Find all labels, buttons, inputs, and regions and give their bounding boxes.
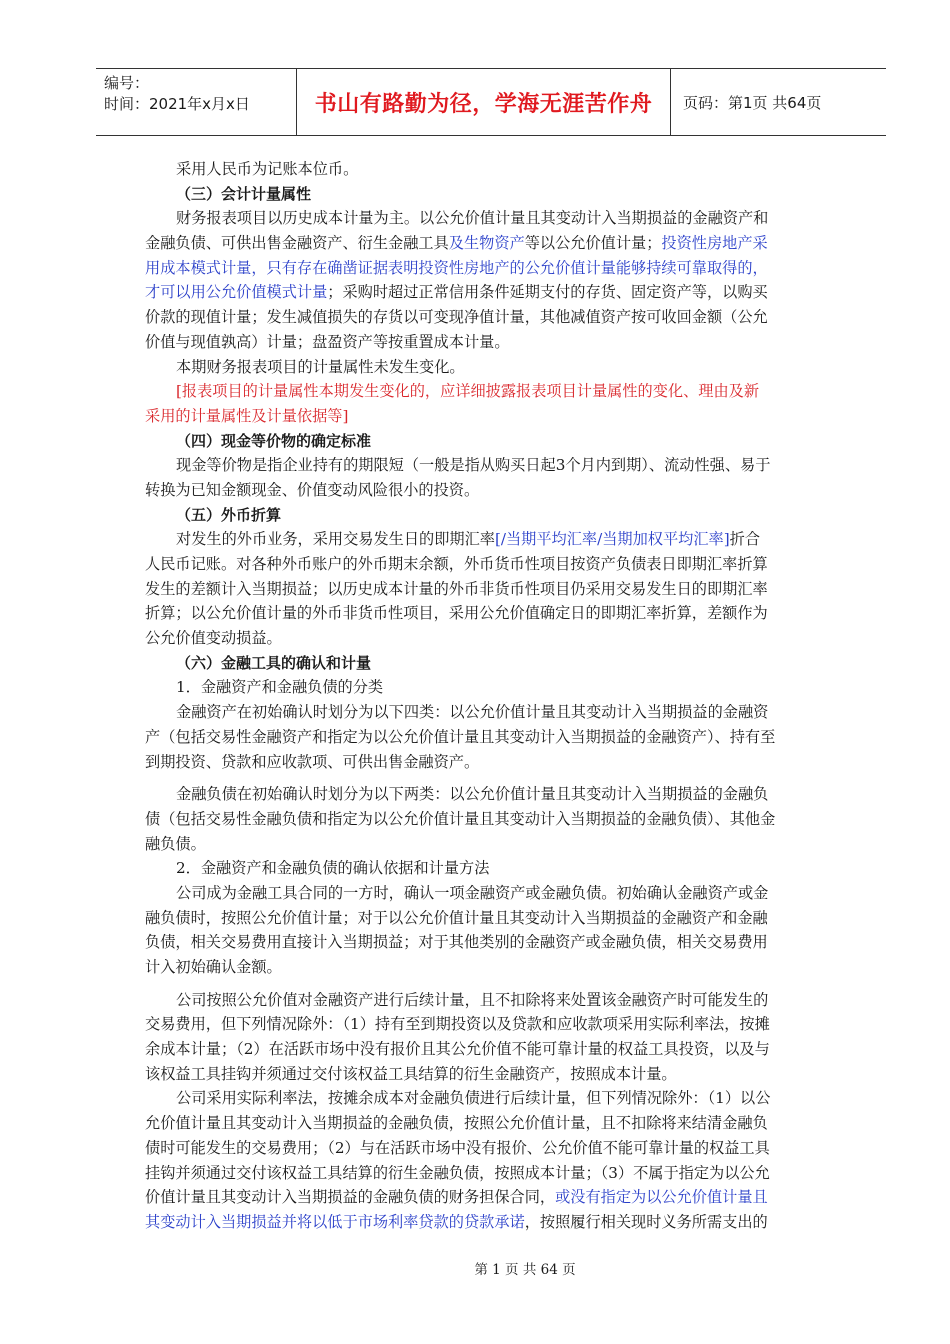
section-heading: （四）现金等价物的确定标准 bbox=[176, 431, 372, 450]
paragraph-line: 公司采用实际利率法，按摊余成本对金融负债进行后续计量，但下列情况除外：（1）以公 bbox=[176, 1089, 771, 1108]
paragraph-line bbox=[145, 1210, 842, 1235]
text-span: ，按照履行相关现时义务所需支出的 bbox=[524, 1212, 768, 1231]
highlight-text: 及生物资产 bbox=[448, 234, 525, 253]
paragraph-line: 融负债。 bbox=[145, 834, 206, 853]
highlight-line: 用成本模式计量，只有存在确凿证据表明投资性房地产的公允价值计量能够持续可靠取得的， bbox=[145, 258, 768, 277]
text-span: 等以公允价值计量； bbox=[524, 234, 662, 253]
header-motto: 书山有路勤为径，学海无涯苦作舟 bbox=[297, 69, 671, 135]
paragraph-line: 价款的现值计量；发生减值损失的存货以可变现净值计量，其他减值资产按可收回金额（公允 bbox=[145, 308, 768, 327]
paragraph-line: 转换为已知金额现金、价值变动风险很小的投资。 bbox=[145, 480, 480, 499]
document-body bbox=[145, 157, 842, 1235]
paragraph-line: 人民币记账。对各种外币账户的外币期末余额，外币货币性项目按资产负债表日即期汇率折算 bbox=[145, 555, 768, 573]
text-span: 金融负债、可供出售金融资产、衍生金融工具 bbox=[145, 234, 449, 253]
header-meta bbox=[96, 69, 297, 135]
text-span: 价值计量且其变动计入当期损益的金融负债的财务担保合同， bbox=[145, 1188, 556, 1207]
highlight-text: 其变动计入当期损益并将以低于市场利率贷款的贷款承诺 bbox=[145, 1212, 525, 1231]
paragraph-line: 债时可能发生的交易费用；（2）与在活跃市场中没有报价、公允价值不能可靠计量的权益工具 bbox=[145, 1138, 770, 1157]
text-span: 折合 bbox=[729, 530, 761, 549]
paragraph-line: 公允价值变动损益。 bbox=[145, 629, 282, 648]
paragraph-line bbox=[145, 1185, 842, 1210]
paragraph-line: 公司按照公允价值对金融资产进行后续计量，且不扣除将来处置该金融资产时可能发生的 bbox=[176, 990, 769, 1009]
note-line: 采用的计量属性及计量依据等] bbox=[145, 406, 349, 425]
highlight-text: [/当期平均汇率/当期加权平均汇率] bbox=[494, 530, 730, 549]
code-label: 编号： bbox=[104, 74, 150, 92]
paragraph-line: 计入初始确认金额。 bbox=[145, 958, 282, 976]
paragraph-line: 现金等价物是指企业持有的期限短（一般是指从购买日起3个月内到期）、流动性强、易于 bbox=[176, 456, 771, 475]
paragraph-line: 债（包括交易性金融负债和指定为以公允价值计量且其变动计入当期损益的金融负债）、其他金 bbox=[145, 809, 776, 828]
highlight-text: 投资性房地产采 bbox=[661, 234, 768, 253]
paragraph-line: 产（包括交易性金融资产和指定为以公允价值计量且其变动计入当期损益的金融资产）、持有至 bbox=[145, 727, 776, 746]
paragraph-line: 该权益工具挂钩并须通过交付该权益工具结算的衍生金融资产，按照成本计量。 bbox=[145, 1064, 677, 1083]
paragraph-line: 负债，相关交易费用直接计入当期损益；对于其他类别的金融资产或金融负债，相关交易费用 bbox=[145, 933, 768, 952]
paragraph-line: 采用人民币为记账本位币。 bbox=[176, 160, 359, 178]
paragraph-line: 交易费用，但下列情况除外：（1）持有至到期投资以及贷款和应收款项采用实际利率法，按摊 bbox=[145, 1015, 770, 1034]
paragraph-line: 挂钩并须通过交付该权益工具结算的衍生金融负债，按照成本计量；（3）不属于指定为以公允 bbox=[145, 1163, 770, 1182]
page-footer: 第 1 页 共 64 页 bbox=[474, 1262, 576, 1278]
paragraph-line: 本期财务报表项目的计量属性未发生变化。 bbox=[176, 357, 465, 376]
subsection-heading: 2．金融资产和金融负债的确认依据和计量方法 bbox=[176, 859, 490, 878]
document-header bbox=[96, 68, 886, 136]
paragraph-line: 财务报表项目以历史成本计量为主。以公允价值计量且其变动计入当期损益的金融资产和 bbox=[176, 209, 769, 228]
paragraph-line: 允价值计量且其变动计入当期损益的金融负债，按照公允价值计量，且不扣除将来结清金融负 bbox=[145, 1114, 768, 1133]
paragraph-line: 余成本计量；（2）在活跃市场中没有报价且其公允价值不能可靠计量的权益工具投资，以及与 bbox=[145, 1040, 770, 1059]
paragraph-line: 金融资产在初始确认时划分为以下四类：以公允价值计量且其变动计入当期损益的金融资 bbox=[176, 703, 769, 722]
paragraph-line: 融负债时，按照公允价值计量；对于以公允价值计量且其变动计入当期损益的金融资产和金融 bbox=[145, 908, 768, 927]
paragraph-line: 公司成为金融工具合同的一方时，确认一项金融资产或金融负债。初始确认金融资产或金 bbox=[176, 883, 769, 902]
paragraph-gap bbox=[145, 774, 842, 782]
section-heading: （五）外币折算 bbox=[176, 505, 282, 524]
highlight-text: 才可以用公允价值模式计量 bbox=[145, 283, 328, 302]
paragraph-line: 价值与现值孰高）计量；盘盈资产等按重置成本计量。 bbox=[145, 332, 510, 351]
paragraph-line: 到期投资、贷款和应收款项、可供出售金融资产。 bbox=[145, 752, 480, 771]
section-heading: （六）金融工具的确认和计量 bbox=[176, 653, 372, 672]
note-line: [报表项目的计量属性本期发生变化的，应详细披露报表项目计量属性的变化、理由及新 bbox=[176, 382, 760, 401]
time-label: 时间：2021年x月x日 bbox=[104, 95, 250, 113]
highlight-text: 或没有指定为以公允价值计量且 bbox=[555, 1188, 768, 1207]
section-heading: （三）会计计量属性 bbox=[176, 184, 312, 203]
text-span: 对发生的外币业务，采用交易发生日的即期汇率 bbox=[176, 530, 495, 549]
paragraph-gap bbox=[145, 980, 842, 988]
paragraph-line bbox=[145, 527, 842, 552]
paragraph-line: 金融负债在初始确认时划分为以下两类：以公允价值计量且其变动计入当期损益的金融负 bbox=[176, 785, 769, 804]
paragraph-line bbox=[145, 231, 842, 256]
paragraph-line bbox=[145, 280, 842, 305]
text-span: ；采购时超过正常信用条件延期支付的存货、固定资产等，以购买 bbox=[327, 283, 768, 302]
header-page-label: 页码：第1页 共64页 bbox=[683, 93, 822, 112]
paragraph-line: 折算；以公允价值计量的外币非货币性项目，采用公允价值确定日的即期汇率折算，差额作为 bbox=[145, 604, 768, 623]
paragraph-line: 发生的差额计入当期损益；以历史成本计量的外币非货币性项目仍采用交易发生日的即期汇率 bbox=[145, 579, 768, 598]
subsection-heading: 1．金融资产和金融负债的分类 bbox=[176, 678, 384, 697]
